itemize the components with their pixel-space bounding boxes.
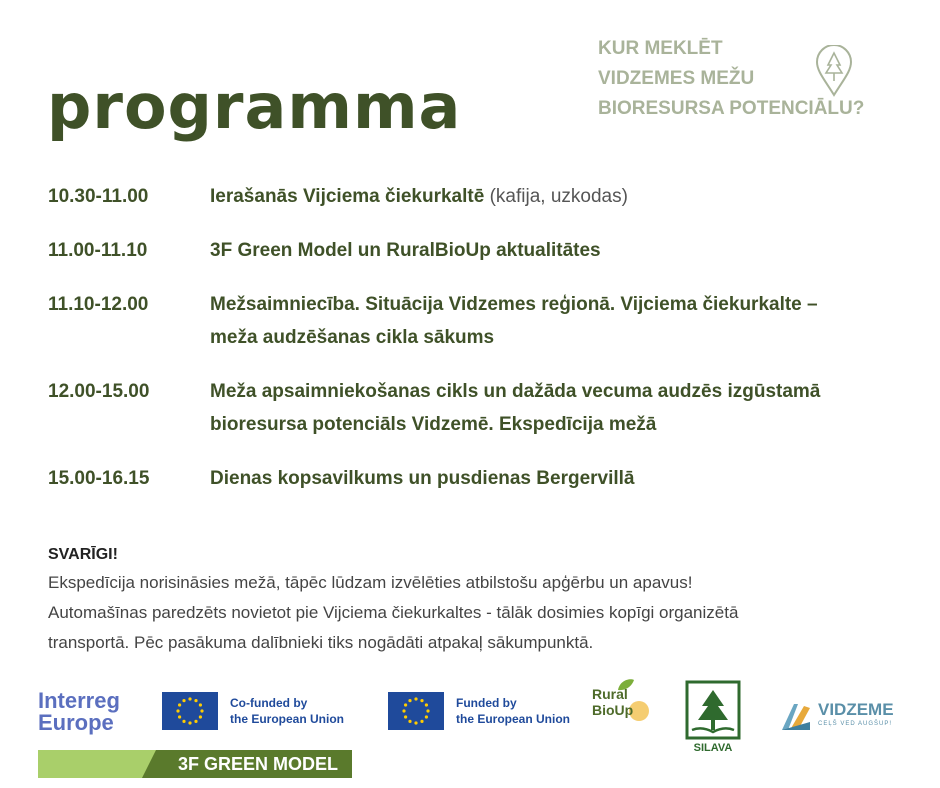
- vidzeme-label: VIDZEME: [818, 700, 894, 719]
- interreg-logo: [38, 690, 120, 734]
- important-line: Ekspedīcija norisināsies mežā, tāpēc lūdzam izvēlēties atbilstošu apģērbu un apavus!: [48, 573, 693, 592]
- schedule-note: (kafija, uzkodas): [484, 186, 628, 207]
- tree-pin-icon: [814, 45, 854, 97]
- schedule-desc: [210, 462, 635, 495]
- important-heading: SVARĪGI!: [48, 546, 118, 563]
- schedule-title: 3F Green Model un RuralBioUp aktualitātes: [210, 240, 601, 261]
- schedule-title: Ierašanās Vijciema čiekurkaltē: [210, 186, 485, 207]
- schedule-list: [48, 180, 908, 516]
- ruralbioup-logo: [592, 686, 633, 718]
- interreg-logo-line: Interreg: [38, 688, 120, 713]
- important-line: Automašīnas paredzēts novietot pie Vijciema čiekurkaltes - tālāk dosimies kopīgi organizētā: [48, 603, 739, 622]
- schedule-item: [48, 180, 908, 213]
- schedule-time: 10.30-11.00: [48, 186, 149, 207]
- important-notice: [48, 542, 908, 658]
- schedule-item: [48, 288, 908, 354]
- eu-funded-text: Funded by: [456, 696, 517, 710]
- silava-label: SILAVA: [693, 742, 733, 754]
- vidzeme-flag-icon: [780, 700, 812, 734]
- important-line: transportā. Pēc pasākuma dalībnieki tiks nogādāti atpakaļ sākumpunktā.: [48, 633, 594, 652]
- tagline-line: BIORESURSA POTENCIĀLU?: [598, 98, 865, 119]
- tagline-line: VIDZEMES MEŽU: [598, 68, 755, 89]
- schedule-item: [48, 375, 908, 441]
- tagline-line: KUR MEKLĒT: [598, 38, 723, 59]
- schedule-time: 12.00-15.00: [48, 381, 150, 402]
- eu-cofunded-text: Co-funded by: [230, 696, 308, 710]
- green-model-banner: [38, 750, 352, 778]
- eu-cofunded-logo: [162, 692, 344, 730]
- schedule-item: [48, 234, 908, 267]
- schedule-desc: [210, 234, 601, 267]
- vidzeme-subtitle: CEĻŠ VED AUGŠUP!: [818, 721, 893, 727]
- schedule-time: 15.00-16.15: [48, 468, 150, 489]
- schedule-desc: [210, 180, 628, 213]
- partner-logos: [0, 680, 940, 788]
- schedule-title: Mežsaimniecība. Situācija Vidzemes reģionā. Vijciema čiekurkalte – meža audzēšanas cikla sākums: [210, 294, 818, 348]
- eu-flag-icon: [162, 692, 218, 730]
- page-title: programma: [47, 70, 462, 143]
- schedule-time: 11.10-12.00: [48, 294, 149, 315]
- eu-funded-text: the European Union: [456, 712, 570, 726]
- schedule-desc: [210, 288, 850, 354]
- schedule-item: [48, 462, 908, 495]
- schedule-time: 11.00-11.10: [48, 240, 148, 261]
- green-model-label: 3F GREEN MODEL: [177, 754, 338, 774]
- interreg-logo-line: Europe: [38, 710, 114, 735]
- eu-funded-logo: [388, 692, 570, 730]
- eu-flag-icon: [388, 692, 444, 730]
- schedule-title: Dienas kopsavilkums un pusdienas Bergervillā: [210, 468, 635, 489]
- ruralbioup-text: Rural: [592, 686, 628, 702]
- ruralbioup-text: BioUp: [592, 702, 634, 718]
- schedule-title: Meža apsaimniekošanas cikls un dažāda vecuma audzēs izgūstamā bioresursa potenciāls Vidzemē. Ekspedīcija mežā: [210, 381, 821, 435]
- eu-cofunded-text: the European Union: [230, 712, 344, 726]
- schedule-desc: [210, 375, 890, 441]
